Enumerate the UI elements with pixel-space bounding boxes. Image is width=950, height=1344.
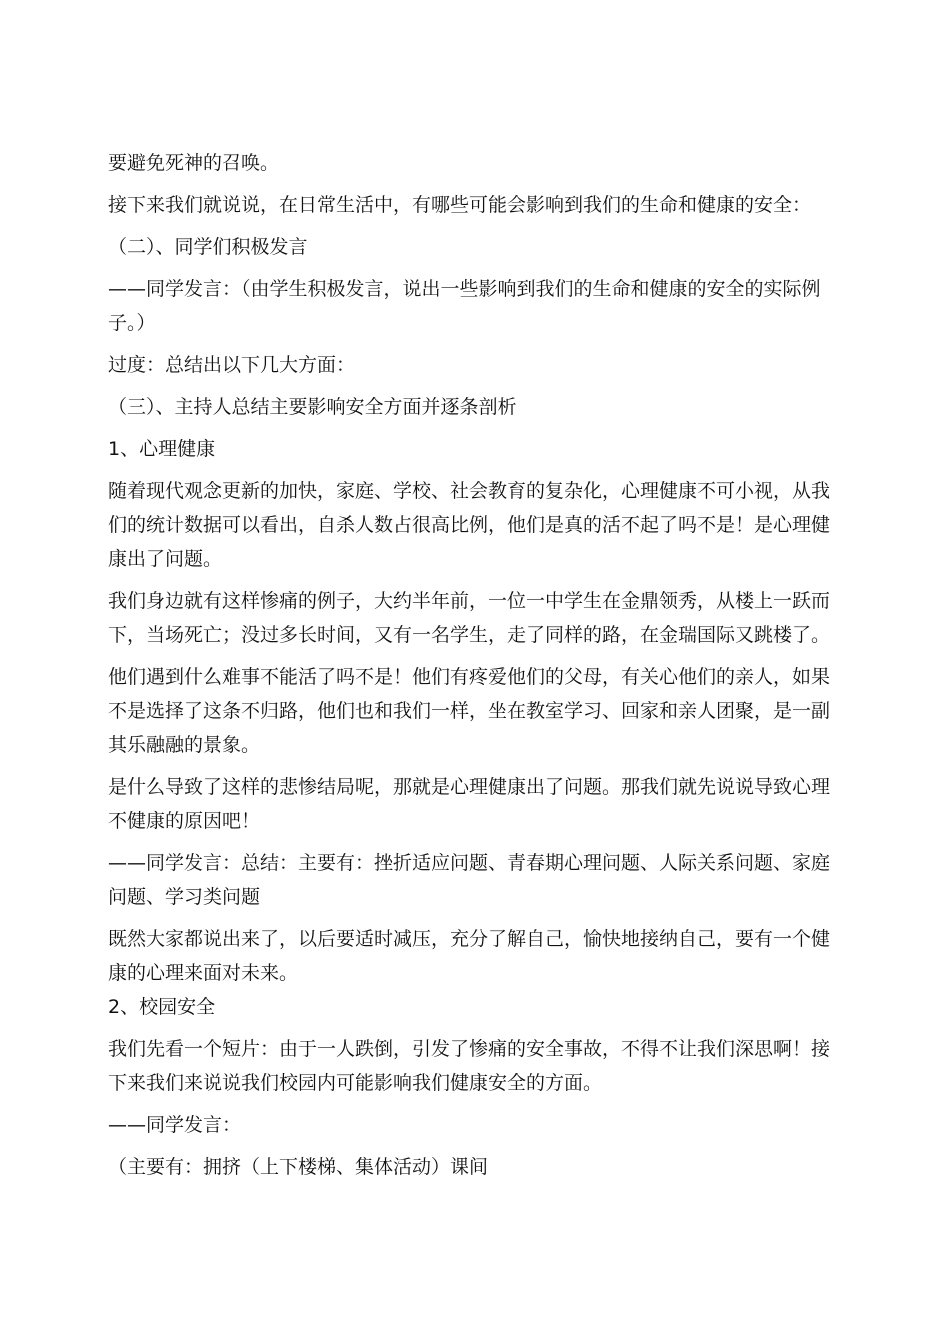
- document-body: [108, 146, 840, 1192]
- paragraph-student-speech-2: ——同学发言：总结：主要有：挫折适应问题、青春期心理问题、人际关系问题、家庭问题、学习类问题: [108, 852, 831, 908]
- paragraph-mental-health-intro: 随着现代观念更新的加快，家庭、学校、社会教育的复杂化，心理健康不可小视，从我们的统计数据可以看出，自杀人数占很高比例，他们是真的活不起了吗不是！是心理健康出了问题。: [108, 480, 831, 570]
- paragraph-reflection: 他们遇到什么难事不能活了吗不是！他们有疼爱他们的父母，有关心他们的亲人，如果不是选择了这条不归路，他们也和我们一样，坐在教室学习、回家和亲人团聚，是一副其乐融融的景象。: [108, 666, 831, 756]
- subheading-mental-health: 1、心理健康: [108, 438, 216, 460]
- paragraph-cause: 是什么导致了这样的悲惨结局呢，那就是心理健康出了问题。那我们就先说说导致心理不健康的原因吧！: [108, 776, 831, 832]
- section-heading-2: （二）、同学们积极发言: [108, 236, 308, 258]
- paragraph-student-speech-3: ——同学发言：: [108, 1114, 242, 1136]
- paragraph-example: 我们身边就有这样惨痛的例子，大约半年前，一位一中学生在金鼎领秀，从楼上一跃而下，当场死亡；没过多长时间，又有一名学生，走了同样的路，在金瑞国际又跳楼了。: [108, 590, 831, 646]
- paragraph-1: 要避免死神的召唤。: [108, 152, 280, 174]
- subheading-campus-safety: 2、校园安全: [108, 996, 216, 1018]
- paragraph-conclusion: 既然大家都说出来了，以后要适时减压，充分了解自己，愉快地接纳自己，要有一个健康的心理来面对未来。: [108, 928, 831, 984]
- paragraph-student-speech-1: ——同学发言：（由学生积极发言，说出一些影响到我们的生命和健康的安全的实际例子。）: [108, 278, 821, 334]
- paragraph-transition: 过度：总结出以下几大方面：: [108, 354, 356, 376]
- section-heading-3: （三）、主持人总结主要影响安全方面并逐条剖析: [108, 396, 517, 418]
- paragraph-2: 接下来我们就说说，在日常生活中，有哪些可能会影响到我们的生命和健康的安全：: [108, 194, 812, 216]
- paragraph-main-points: （主要有：拥挤（上下楼梯、集体活动）课间: [108, 1156, 489, 1178]
- paragraph-short-film: 我们先看一个短片：由于一人跌倒，引发了惨痛的安全事故，不得不让我们深思啊！接下来我们来说说我们校园内可能影响我们健康安全的方面。: [108, 1038, 831, 1094]
